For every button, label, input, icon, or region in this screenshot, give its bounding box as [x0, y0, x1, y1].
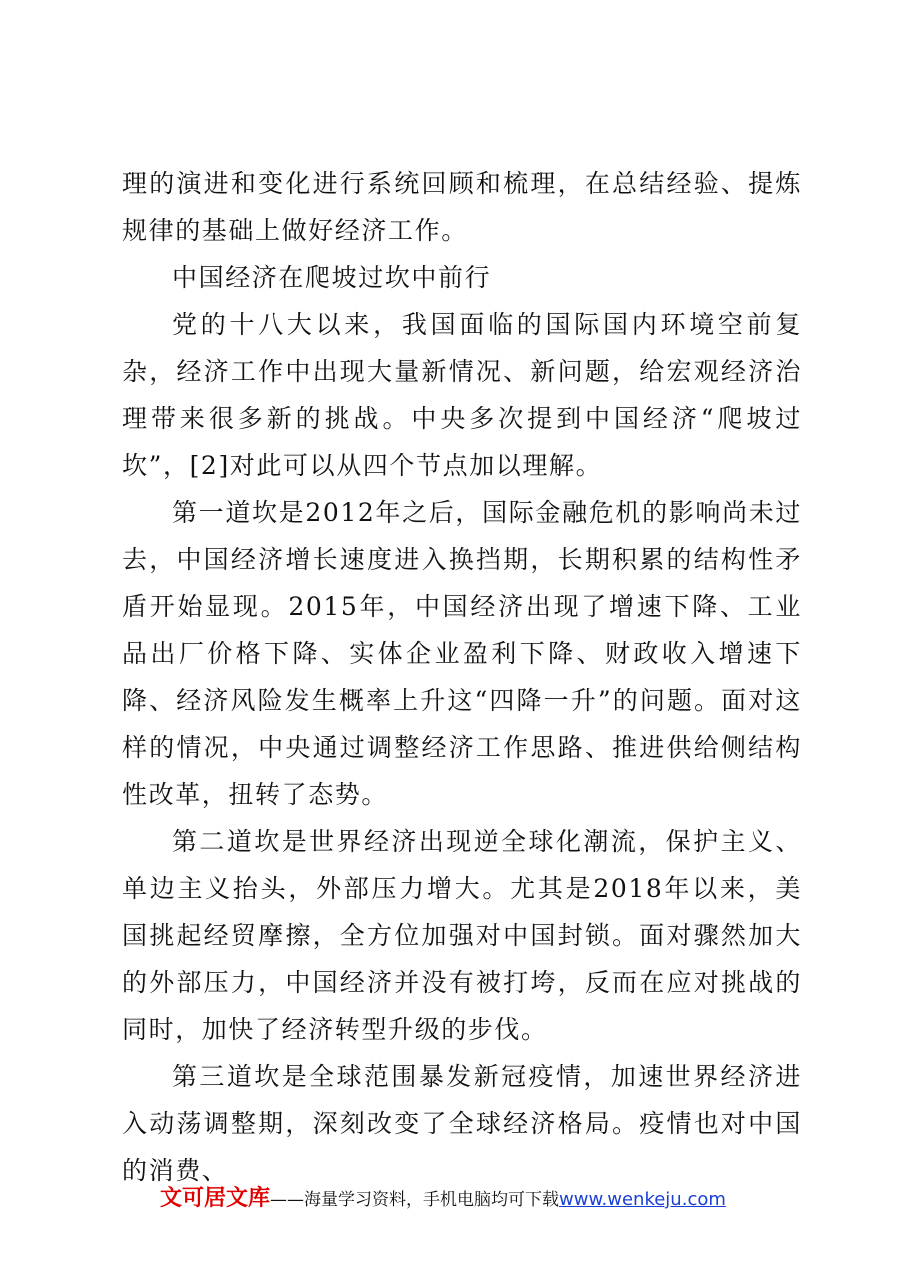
footer-brand: 文可居文库	[160, 1186, 271, 1211]
paragraph-continuation: 理的演进和变化进行系统回顾和梳理，在总结经验、提炼规律的基础上做好经济工作。	[122, 169, 802, 245]
paragraph: 党的十八大以来，我国面临的国际国内环境空前复杂，经济工作中出现大量新情况、新问题，给宏观经济治理带来很多新的挑战。中央多次提到中国经济“爬坡过坎”，[2]对此可以从四个节点加以理解。	[122, 310, 802, 480]
page-footer	[160, 1181, 840, 1213]
section-heading: 中国经济在爬坡过坎中前行	[172, 263, 492, 292]
document-body	[122, 160, 802, 1194]
footer-site-link[interactable]: www.wenkeju.com	[559, 1189, 726, 1210]
footer-tagline: ——海量学习资料，手机电脑均可下载	[270, 1190, 560, 1210]
paragraph: 第一道坎是2012年之后，国际金融危机的影响尚未过去，中国经济增长速度进入换挡期，长期积累的结构性矛盾开始显现。2015年，中国经济出现了增速下降、工业品出厂价格下降、实体企业盈利下降、财政收入增速下降、经济风险发生概率上升这“四降一升”的问题。面对这样的情况，中央通过调整经济工作思路、推进供给侧结构性改革，扭转了态势。	[122, 498, 802, 809]
paragraph: 第二道坎是世界经济出现逆全球化潮流，保护主义、单边主义抬头，外部压力增大。尤其是2018年以来，美国挑起经贸摩擦，全方位加强对中国封锁。面对骤然加大的外部压力，中国经济并没有被打垮，反而在应对挑战的同时，加快了经济转型升级的步伐。	[122, 827, 802, 1044]
paragraph: 第三道坎是全球范围暴发新冠疫情，加速世界经济进入动荡调整期，深刻改变了全球经济格局。疫情也对中国的消费、	[122, 1062, 802, 1185]
